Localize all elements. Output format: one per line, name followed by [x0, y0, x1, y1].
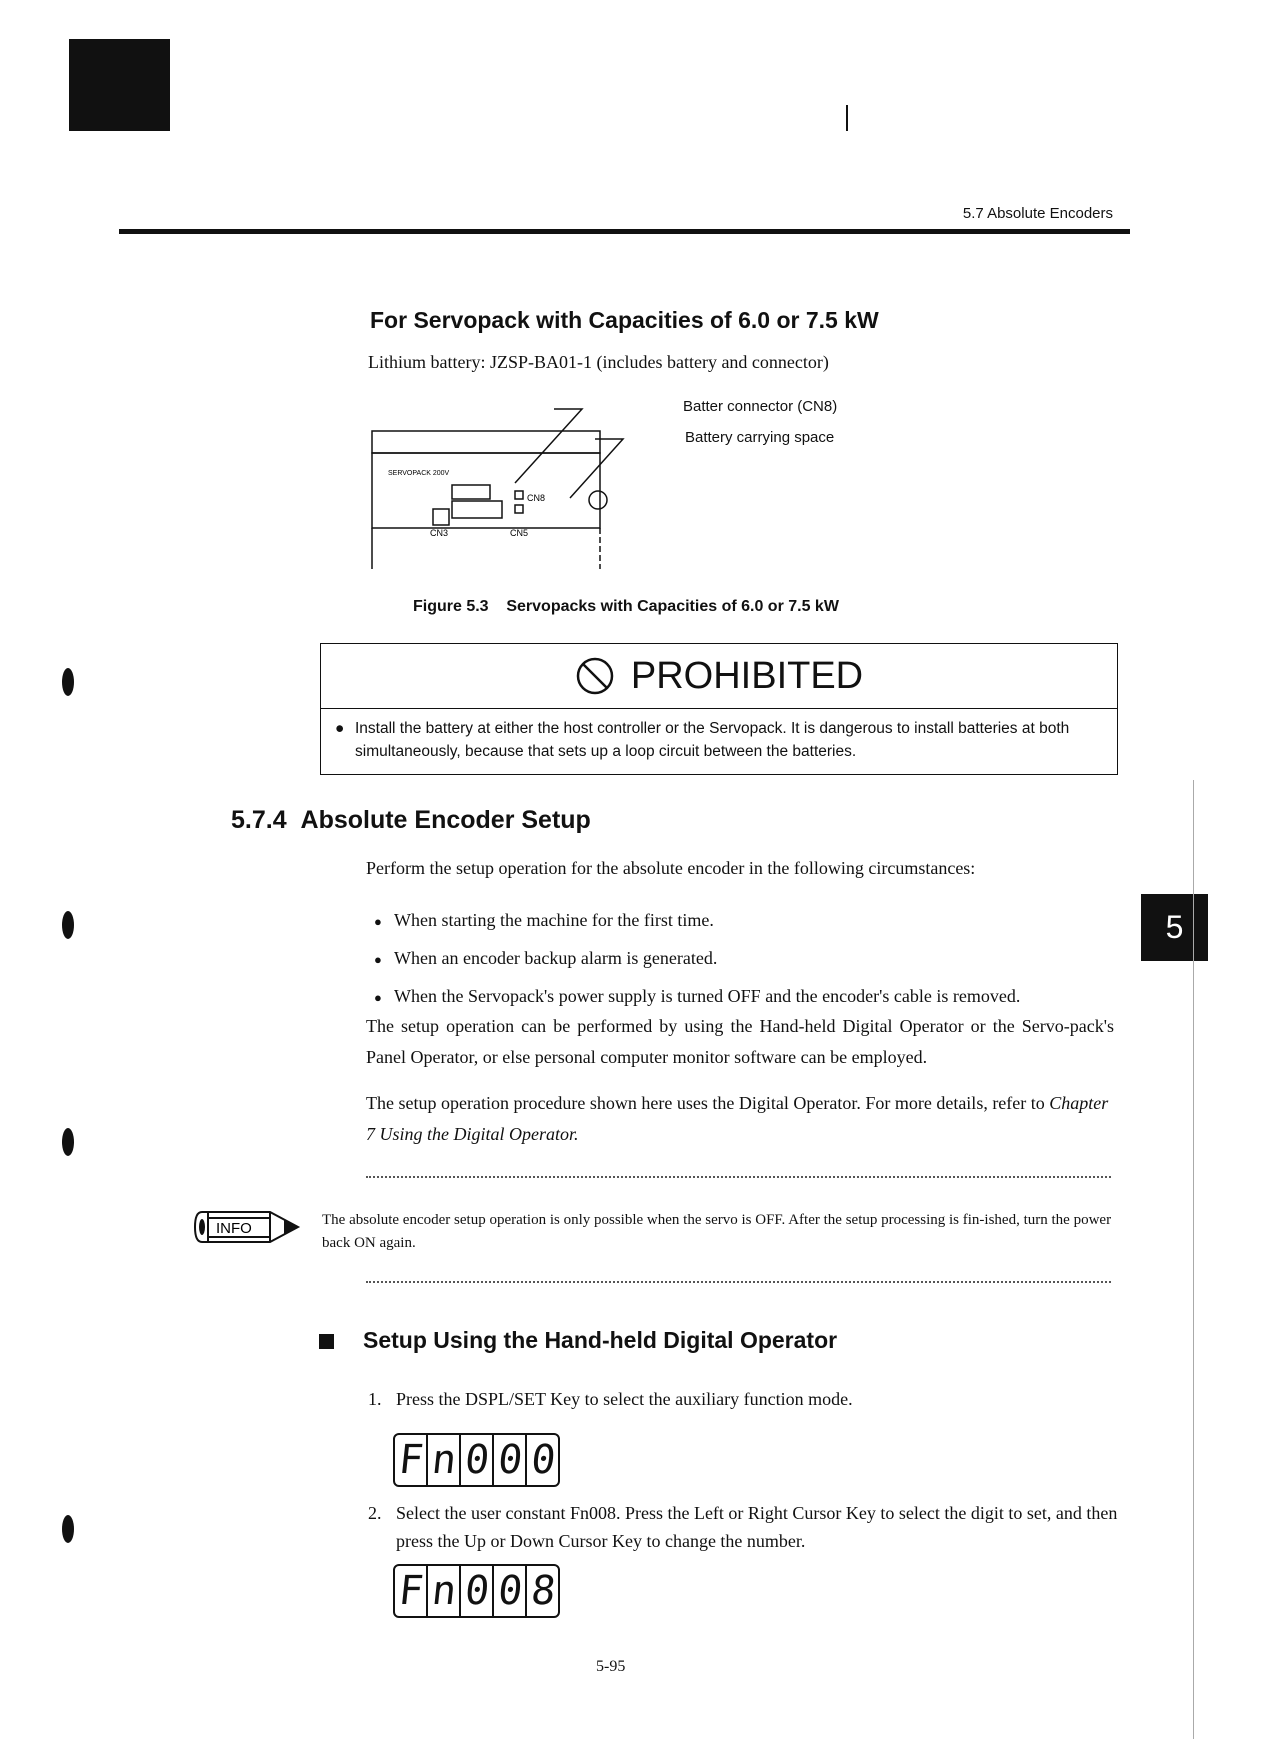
- subsection-title: For Servopack with Capacities of 6.0 or 7.5 kW: [370, 307, 879, 333]
- prohibited-header: [321, 644, 1117, 709]
- bullet-list: [374, 902, 1020, 1016]
- step-number: 2.: [368, 1503, 382, 1523]
- setup-heading: Setup Using the Hand-held Digital Operator: [363, 1327, 838, 1353]
- corner-black-block: [69, 39, 170, 131]
- prohibited-text-row: [321, 709, 1117, 763]
- step-1: [368, 1389, 853, 1410]
- info-top-divider: [366, 1176, 1111, 1178]
- info-bottom-divider: [366, 1281, 1111, 1283]
- punch-hole: [62, 668, 74, 696]
- list-item-text: When the Servopack's power supply is turned OFF and the encoder's cable is removed.: [394, 986, 1021, 1006]
- chapter-tab-number: 5: [1165, 909, 1184, 945]
- list-item-text: When an encoder backup alarm is generated.: [394, 948, 718, 968]
- page-number: 5-95: [596, 1658, 626, 1675]
- section-title: Absolute Encoder Setup: [300, 806, 591, 834]
- bullet-icon: ●: [374, 990, 382, 1005]
- bullet-icon: ●: [374, 952, 382, 967]
- chapter-tab: [1141, 894, 1208, 961]
- operator-display: [393, 1564, 567, 1618]
- figure-caption: [413, 598, 839, 616]
- margin-line: [1193, 780, 1194, 1739]
- info-text: The absolute encoder setup operation is only possible when the servo is OFF. After the setup processing is fin-ished, turn the power back ON again.: [322, 1212, 1112, 1251]
- servopack-figure: [370, 395, 670, 575]
- para2-text: The setup operation procedure shown here uses the Digital Operator. For more details, refer to: [366, 1093, 1045, 1113]
- square-bullet-icon: [319, 1334, 334, 1349]
- info-label: INFO: [216, 1220, 252, 1237]
- bullet-icon: ●: [335, 720, 345, 737]
- step-2: [368, 1499, 1118, 1555]
- header-rule: [119, 229, 1130, 234]
- punch-hole: [62, 1128, 74, 1156]
- prohibited-box: [320, 643, 1118, 775]
- display-value: Fn008: [396, 1568, 567, 1614]
- section-heading: [231, 806, 591, 835]
- battery-line: Lithium battery: JZSP-BA01-1 (includes battery and connector): [368, 352, 829, 372]
- operator-display: [393, 1433, 567, 1487]
- figure-number: Figure 5.3: [413, 598, 489, 615]
- label-battery-space: Battery carrying space: [685, 429, 835, 446]
- bullet-icon: ●: [374, 914, 382, 929]
- step-number: 1.: [368, 1389, 382, 1409]
- section-intro: Perform the setup operation for the absolute encoder in the following circumstances:: [366, 858, 976, 878]
- display-value: Fn000: [396, 1437, 567, 1483]
- list-item-text: When starting the machine for the first time.: [394, 910, 714, 930]
- mark-line: [846, 105, 848, 131]
- port-cn8: CN8: [527, 493, 546, 503]
- header-section: 5.7 Absolute Encoders: [962, 205, 1113, 222]
- punch-hole: [62, 911, 74, 939]
- prohibited-text: Install the battery at either the host controller or the Servopack. It is dangerous to install batteries at both simultaneously, because that sets up a loop circuit between the batteries.: [355, 720, 1070, 760]
- figure-caption-text: Servopacks with Capacities of 6.0 or 7.5 kW: [506, 598, 839, 615]
- list-item: [374, 902, 1020, 940]
- section-para1: The setup operation can be performed by using the Hand-held Digital Operator or the Servo-pack's Panel Operator, or else personal computer monitor software can be employed.: [366, 1016, 1114, 1067]
- label-battery-connector: Batter connector (CN8): [683, 398, 838, 415]
- section-number: 5.7.4: [231, 806, 287, 834]
- prohibited-title: PROHIBITED: [630, 654, 864, 697]
- punch-hole: [62, 1515, 74, 1543]
- chapter-reference: Chapter 7 Using the Digital Operator.: [366, 1093, 1109, 1144]
- step-text: Press the DSPL/SET Key to select the auxiliary function mode.: [396, 1389, 853, 1409]
- port-cn5: CN5: [510, 528, 529, 538]
- prohibited-icon: [575, 656, 615, 696]
- device-label: SERVOPACK 200V: [388, 470, 450, 477]
- step-text: Select the user constant Fn008. Press the Left or Right Cursor Key to select the digit to set, and then press the Up or Down Cursor Key to change the number.: [396, 1503, 1118, 1551]
- section-para2: [366, 1088, 1114, 1150]
- port-cn3: CN3: [430, 528, 449, 538]
- list-item: [374, 940, 1020, 978]
- info-pencil-icon: [194, 1209, 302, 1245]
